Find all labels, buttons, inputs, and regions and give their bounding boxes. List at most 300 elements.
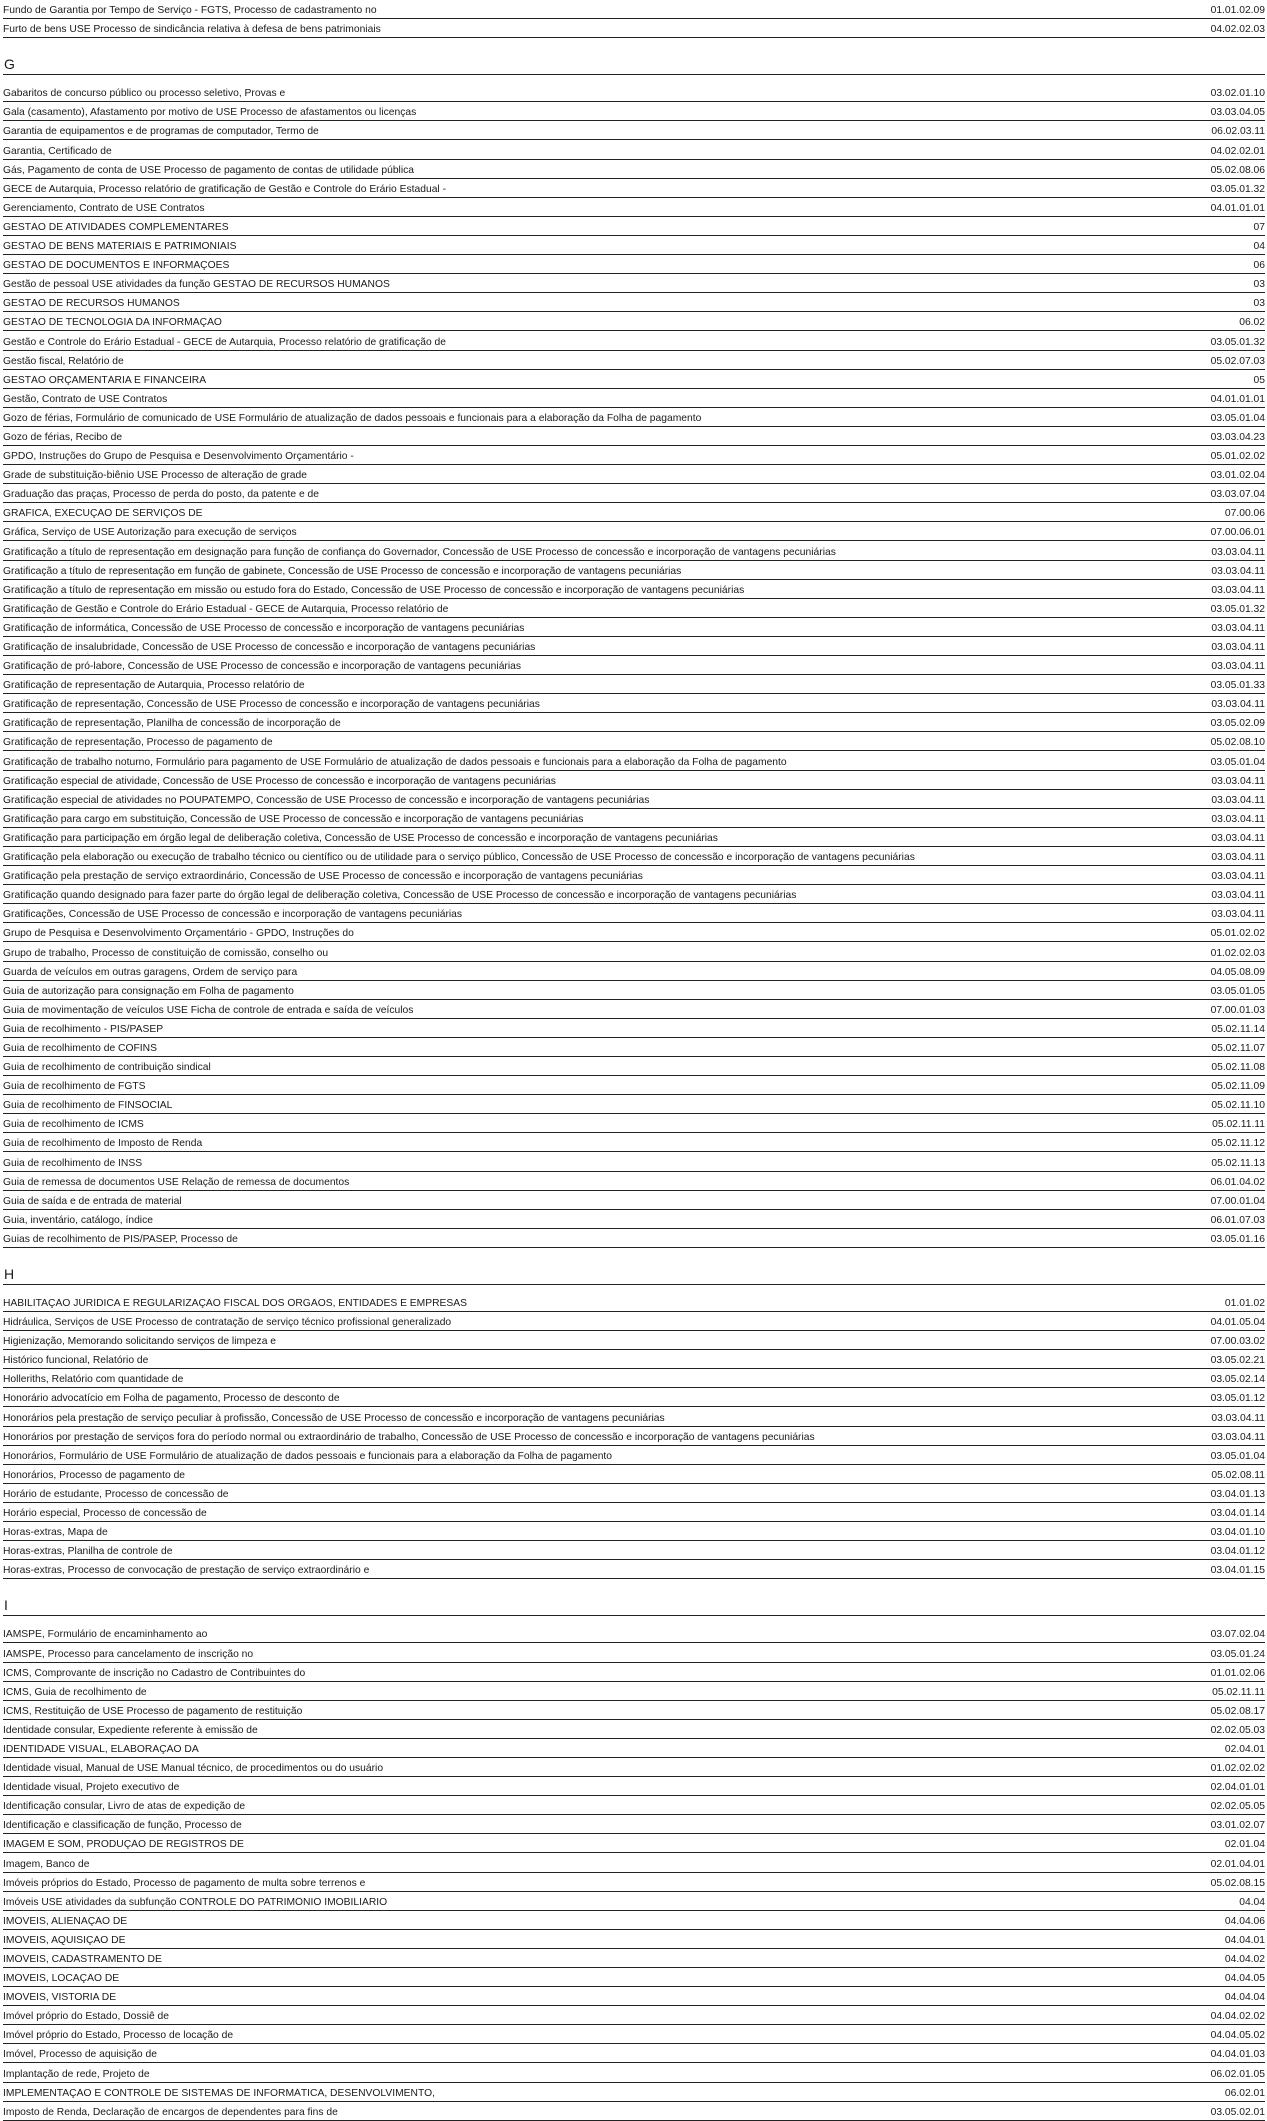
index-row (3, 713, 1265, 732)
entry-code: 03.04.01.14 (1210, 1508, 1265, 1520)
index-row (3, 1152, 1265, 1171)
entry-code: 06.02.01 (1224, 2087, 1265, 2099)
entry-term: Gratificação de informática, Concessão de USE Processo de concessão e incorporação de vantagens pecuniárias (3, 622, 525, 634)
entry-code: 04.04.01 (1224, 1934, 1265, 1946)
index-row (3, 1624, 1265, 1643)
entry-code: 03.03.04.11 (1211, 1412, 1265, 1424)
entry-code: 07.00.03.02 (1210, 1336, 1265, 1348)
entry-code: 03.05.02.21 (1210, 1355, 1265, 1367)
index-row (3, 1133, 1265, 1152)
entry-code: 05.01.02.02 (1210, 451, 1265, 463)
index-row (3, 942, 1265, 961)
index-row (3, 121, 1265, 140)
index-row (3, 1484, 1265, 1503)
entry-term: Guia de recolhimento de INSS (3, 1157, 143, 1169)
entry-term: Gozo de férias, Recibo de (3, 431, 123, 443)
entry-code: 03.03.04.11 (1211, 584, 1265, 596)
entry-term: Gratificação a título de representação em missão ou estudo fora do Estado, Concessão de USE Processo de concessão e incorporação de vantagens pecuniárias (3, 584, 745, 596)
entry-term: Guias de recolhimento de PIS/PASEP, Processo de (3, 1233, 238, 1245)
index-row (3, 904, 1265, 923)
entry-term: GESTÃO ORÇAMENTÁRIA E FINANCEIRA (3, 374, 207, 386)
entry-code: 06.02 (1239, 317, 1265, 329)
entry-code: 03.03.04.11 (1211, 909, 1265, 921)
entry-code: 03.03.04.11 (1211, 546, 1265, 558)
index-row (3, 580, 1265, 599)
entry-term: Grupo de Pesquisa e Desenvolvimento Orçamentário - GPDO, Instruções do (3, 928, 354, 940)
entry-code: 05.01.02.02 (1210, 928, 1265, 940)
entry-term: Horário especial, Processo de concessão de (3, 1508, 207, 1520)
entry-code: 05.02.11.11 (1212, 1119, 1265, 1131)
entry-term: Gestão fiscal, Relatório de (3, 355, 124, 367)
entry-term: Guia de saída e de entrada de material (3, 1195, 182, 1207)
index-row (3, 1076, 1265, 1095)
index-row (3, 1777, 1265, 1796)
entry-code: 05.02.11.07 (1211, 1042, 1265, 1054)
entry-term: ICMS, Comprovante de inscrição no Cadastro de Contribuintes do (3, 1667, 306, 1679)
entry-term: Guia de recolhimento de Imposto de Renda (3, 1138, 203, 1150)
entry-code: 07.00.01.04 (1210, 1195, 1265, 1207)
index-row (3, 0, 1265, 19)
entry-code: 06.01.07.03 (1210, 1214, 1265, 1226)
entry-code: 02.01.04.01 (1210, 1858, 1265, 1870)
entry-code: 02.04.01 (1224, 1743, 1265, 1755)
entry-code: 04.01.01.01 (1210, 393, 1265, 405)
entry-code: 04.04.06 (1224, 1915, 1265, 1927)
index-row (3, 312, 1265, 331)
entry-term: Guia de remessa de documentos USE Relação de remessa de documentos (3, 1176, 350, 1188)
entry-term: Gratificação de representação de Autarquia, Processo relatório de (3, 680, 305, 692)
index-row (3, 1350, 1265, 1369)
entry-code: 05.02.07.03 (1210, 355, 1265, 367)
index-row (3, 694, 1265, 713)
entry-code: 03.04.01.12 (1210, 1546, 1265, 1558)
entry-code: 04.02.02.01 (1210, 145, 1265, 157)
index-row (3, 732, 1265, 751)
index-row (3, 1465, 1265, 1484)
entry-code: 01.02.02.03 (1210, 947, 1265, 959)
entry-term: Guia, inventário, catálogo, índice (3, 1214, 153, 1226)
entry-term: Gozo de férias, Formulário de comunicado de USE Formulário de atualização de dados pessoais e funcionais para a elaboração da Folha de pagamento (3, 412, 702, 424)
entry-term: GRÁFICA, EXECUÇÃO DE SERVIÇOS DE (3, 508, 203, 520)
entry-code: 03.03.04.11 (1211, 622, 1265, 634)
entry-term: Imóvel próprio do Estado, Dossiê de (3, 2011, 169, 2023)
index-row (3, 1114, 1265, 1133)
index-row (3, 599, 1265, 618)
entry-code: 04.05.08.09 (1210, 966, 1265, 978)
entry-code: 06.02.01.05 (1210, 2068, 1265, 2080)
index-row (3, 1930, 1265, 1949)
entry-code: 03.01.02.04 (1210, 470, 1265, 482)
entry-term: GECE de Autarquia, Processo relatório de gratificação de Gestão e Controle do Erário Estadual - (3, 183, 447, 195)
index-row (3, 1834, 1265, 1853)
entry-code: 05.02.11.13 (1211, 1157, 1265, 1169)
index-row (3, 140, 1265, 159)
index-row (3, 484, 1265, 503)
entry-term: Guia de autorização para consignação em Folha de pagamento (3, 985, 294, 997)
index-row (3, 331, 1265, 350)
entry-code: 03.03.04.23 (1210, 431, 1265, 443)
entry-term: GESTÃO DE ATIVIDADES COMPLEMENTARES (3, 221, 229, 233)
entry-code: 03.05.02.01 (1210, 2106, 1265, 2118)
entry-code: 03.05.01.04 (1210, 412, 1265, 424)
entry-code: 03.05.01.04 (1210, 1450, 1265, 1462)
entry-term: Guia de recolhimento de FINSOCIAL (3, 1100, 173, 1112)
section-spacer (3, 75, 1265, 83)
entry-term: Horas-extras, Planilha de controle de (3, 1546, 173, 1558)
index-row (3, 255, 1265, 274)
entry-code: 03.03.04.11 (1211, 1431, 1265, 1443)
index-row (3, 1643, 1265, 1662)
index-row (3, 198, 1265, 217)
entry-code: 07.00.06 (1224, 508, 1265, 520)
index-row (3, 1172, 1265, 1191)
entry-code: 06.02.03.11 (1211, 126, 1265, 138)
entry-term: Horário de estudante, Processo de concessão de (3, 1488, 229, 1500)
entry-term: IMÓVEIS, LOCAÇÃO DE (3, 1973, 120, 1985)
entry-term: Honorários, Processo de pagamento de (3, 1469, 186, 1481)
entry-code: 03.04.01.15 (1210, 1565, 1265, 1577)
index-row (3, 83, 1265, 102)
entry-code: 03.03.04.11 (1211, 642, 1265, 653)
entry-term: Guia de movimentação de veículos USE Ficha de controle de entrada e saída de veículos (3, 1004, 414, 1016)
entry-term: Gabaritos de concurso público ou processo seletivo, Provas e (3, 88, 286, 100)
entry-term: GESTÃO DE RECURSOS HUMANOS (3, 298, 180, 310)
index-row (3, 2083, 1265, 2102)
entry-term: Gratificação de insalubridade, Concessão de USE Processo de concessão e incorporação de vantagens pecuniárias (3, 642, 536, 653)
entry-code: 03.04.01.10 (1210, 1527, 1265, 1539)
entry-term: Identidade visual, Projeto executivo de (3, 1782, 180, 1794)
entry-term: Gala (casamento), Afastamento por motivo de USE Processo de afastamentos ou licenças (3, 107, 417, 119)
index-row (3, 1407, 1265, 1426)
entry-code: 03.03.04.11 (1211, 565, 1265, 577)
entry-code: 04.04.01.03 (1210, 2049, 1265, 2061)
index-row (3, 1815, 1265, 1834)
index-row (3, 427, 1265, 446)
entry-term: Imagem, Banco de (3, 1858, 90, 1870)
entry-code: 04.01.05.04 (1210, 1317, 1265, 1329)
index-row (3, 1057, 1265, 1076)
entry-term: Gratificação a título de representação em função de gabinete, Concessão de USE Processo de concessão e incorporação de vantagens pecuniárias (3, 565, 682, 577)
entry-term: Gratificação especial de atividade, Concessão de USE Processo de concessão e incorporação de vantagens pecuniárias (3, 775, 556, 787)
index-row (3, 1560, 1265, 1579)
entry-code: 04.04.04 (1224, 1992, 1265, 2004)
index-row (3, 465, 1265, 484)
index-row (3, 1541, 1265, 1560)
index-row (3, 790, 1265, 809)
entry-term: Imóveis próprios do Estado, Processo de pagamento de multa sobre terrenos e (3, 1877, 366, 1889)
entry-term: Furto de bens USE Processo de sindicância relativa à defesa de bens patrimoniais (3, 24, 381, 36)
index-row (3, 809, 1265, 828)
index-row (3, 866, 1265, 885)
entry-term: IAMSPE, Processo para cancelamento de inscrição no (3, 1648, 254, 1660)
entry-term: Gráfica, Serviço de USE Autorização para execução de serviços (3, 527, 297, 539)
entry-term: Gratificações, Concessão de USE Processo de concessão e incorporação de vantagens pecuniárias (3, 909, 463, 921)
index-row (3, 1229, 1265, 1248)
entry-term: GESTÃO DE BENS MATERIAIS E PATRIMONIAIS (3, 241, 237, 253)
entry-code: 01.02.02.02 (1210, 1763, 1265, 1775)
entry-term: IMAGEM E SOM, PRODUÇÃO DE REGISTROS DE (3, 1839, 244, 1851)
index-row (3, 217, 1265, 236)
index-row (3, 541, 1265, 560)
entry-term: GESTÃO DE TECNOLOGIA DA INFORMAÇÃO (3, 317, 222, 329)
entry-code: 02.02.05.03 (1210, 1724, 1265, 1736)
index-row (3, 293, 1265, 312)
index-row (3, 408, 1265, 427)
index-row (3, 981, 1265, 1000)
index-row (3, 847, 1265, 866)
entry-code: 03.07.02.04 (1210, 1629, 1265, 1641)
entry-term: IAMSPE, Formulário de encaminhamento ao (3, 1629, 208, 1641)
entry-term: Gratificação para participação em órgão legal de deliberação coletiva, Concessão de USE Processo de concessão e incorporação de vantagens pecuniárias (3, 832, 718, 844)
section-gap (3, 1248, 1265, 1265)
entry-term: Gratificação para cargo em substituição, Concessão de USE Processo de concessão e incorporação de vantagens pecuniárias (3, 813, 584, 825)
index-row (3, 751, 1265, 770)
entry-code: 05.02.11.09 (1211, 1081, 1265, 1093)
index-row (3, 102, 1265, 121)
entry-code: 03.05.02.09 (1210, 718, 1265, 730)
entry-term: Gratificação pela elaboração ou execução de trabalho técnico ou científico ou de utilidade para o serviço público, Concessão de USE Processo de concessão e incorporação de vantagens pecuniárias (3, 852, 915, 864)
entry-code: 05.02.11.11 (1212, 1686, 1265, 1698)
entry-term: Identidade consular, Expediente referente à emissão de (3, 1724, 258, 1736)
entry-code: 01.01.02.06 (1210, 1667, 1265, 1679)
index-row (3, 274, 1265, 293)
index-row (3, 1663, 1265, 1682)
index-row (3, 618, 1265, 637)
entry-code: 03.05.01.32 (1210, 183, 1265, 195)
index-row (3, 1853, 1265, 1872)
entry-code: 04.04.02.02 (1210, 2011, 1265, 2023)
index-row (3, 1293, 1265, 1312)
index-row (3, 2044, 1265, 2063)
index-row (3, 561, 1265, 580)
index-row (3, 370, 1265, 389)
entry-term: Guia de recolhimento - PIS/PASEP (3, 1023, 164, 1035)
section-gap (3, 1579, 1265, 1596)
entry-code: 03.02.01.10 (1210, 88, 1265, 100)
entry-term: Guia de recolhimento de COFINS (3, 1042, 157, 1054)
entry-code: 05 (1253, 374, 1265, 386)
section-spacer (3, 1285, 1265, 1293)
entry-code: 03.05.01.32 (1210, 603, 1265, 615)
entry-code: 03.05.02.14 (1210, 1374, 1265, 1386)
entry-term: Guia de recolhimento de FGTS (3, 1081, 146, 1093)
entry-code: 03.03.07.04 (1210, 489, 1265, 501)
entry-code: 05.02.08.17 (1210, 1705, 1265, 1717)
entry-code: 03.03.04.11 (1211, 794, 1265, 806)
index-row (3, 2006, 1265, 2025)
entry-code: 05.02.08.10 (1210, 737, 1265, 749)
entry-code: 04 (1253, 241, 1265, 253)
index-row (3, 1000, 1265, 1019)
index-row (3, 446, 1265, 465)
index-row (3, 1312, 1265, 1331)
index-row (3, 1720, 1265, 1739)
index-row (3, 1701, 1265, 1720)
entry-term: Gestão de pessoal USE atividades da função GESTÃO DE RECURSOS HUMANOS (3, 279, 390, 291)
entry-term: Imposto de Renda, Declaração de encargos de dependentes para fins de (3, 2106, 338, 2118)
entry-term: GESTÃO DE DOCUMENTOS E INFORMAÇÕES (3, 260, 230, 272)
entry-term: IMÓVEIS, AQUISIÇÃO DE (3, 1934, 126, 1946)
entry-term: Gratificação de representação, Concessão de USE Processo de concessão e incorporação de vantagens pecuniárias (3, 699, 540, 711)
entry-code: 03.03.04.11 (1211, 832, 1265, 844)
index-row (3, 1682, 1265, 1701)
entry-code: 05.02.11.08 (1211, 1062, 1265, 1074)
index-row (3, 828, 1265, 847)
entry-term: Honorários, Formulário de USE Formulário de atualização de dados pessoais e funcionais para a elaboração da Folha de pagamento (3, 1450, 613, 1462)
index-row (3, 637, 1265, 656)
entry-code: 04.04.05.02 (1210, 2030, 1265, 2042)
section-gap (3, 38, 1265, 55)
index-row (3, 1388, 1265, 1407)
entry-term: Imóvel próprio do Estado, Processo de locação de (3, 2030, 234, 2042)
entry-term: Gratificação especial de atividades no POUPATEMPO, Concessão de USE Processo de concessão e incorporação de vantagens pecuniárias (3, 794, 650, 806)
index-row (3, 1019, 1265, 1038)
index-row (3, 160, 1265, 179)
entry-term: Gerenciamento, Contrato de USE Contratos (3, 202, 205, 214)
index-row (3, 503, 1265, 522)
index-row (3, 1522, 1265, 1541)
entry-term: Honorários pela prestação de serviço peculiar à profissão, Concessão de USE Processo de concessão e incorporação de vantagens pecuniárias (3, 1412, 665, 1424)
entry-term: Implantação de rede, Projeto de (3, 2068, 150, 2080)
entry-code: 03 (1253, 298, 1265, 310)
entry-term: Garantia, Certificado de (3, 145, 112, 157)
entry-code: 04.04.02 (1224, 1954, 1265, 1965)
section-letter: G (3, 55, 1265, 75)
entry-term: Gratificação pela prestação de serviço extraordinário, Concessão de USE Processo de concessão e incorporação de vantagens pecuniárias (3, 871, 643, 883)
index-row (3, 656, 1265, 675)
entry-code: 05.02.08.06 (1210, 164, 1265, 176)
index-row (3, 1503, 1265, 1522)
entry-code: 03.03.04.05 (1210, 107, 1265, 119)
entry-term: Guia de recolhimento de ICMS (3, 1119, 144, 1131)
index-row (3, 522, 1265, 541)
index-row (3, 675, 1265, 694)
entry-code: 01.01.02 (1224, 1298, 1265, 1309)
entry-term: Honorários por prestação de serviços fora do período normal ou extraordinário de trabalho, Concessão de USE Processo de concessão e incorporação de vantagens pecuniárias (3, 1431, 815, 1443)
entry-term: Identificação consular, Livro de atas de expedição de (3, 1801, 246, 1813)
entry-code: 05.02.08.15 (1210, 1877, 1265, 1889)
entry-term: IMÓVEIS, VISTORIA DE (3, 1992, 117, 2004)
index-row (3, 1892, 1265, 1911)
entry-code: 03.05.01.33 (1210, 680, 1265, 692)
entry-term: Grupo de trabalho, Processo de constituição de comissão, conselho ou (3, 947, 329, 959)
index-row (3, 2102, 1265, 2121)
entry-code: 03 (1253, 279, 1265, 291)
entry-code: 03.05.01.05 (1210, 985, 1265, 997)
index-row (3, 1968, 1265, 1987)
entry-code: 02.04.01.01 (1210, 1782, 1265, 1794)
index-row (3, 1038, 1265, 1057)
index-row (3, 923, 1265, 942)
entry-term: Grade de substituição-biênio USE Processo de alteração de grade (3, 470, 307, 482)
entry-term: Horas-extras, Mapa de (3, 1527, 108, 1539)
index-row (3, 1369, 1265, 1388)
entry-code: 03.05.01.04 (1210, 756, 1265, 768)
entry-term: Gás, Pagamento de conta de USE Processo de pagamento de contas de utilidade pública (3, 164, 415, 176)
entry-code: 07.00.06.01 (1210, 527, 1265, 539)
entry-code: 03.05.01.16 (1210, 1233, 1265, 1245)
entry-term: Gratificação de trabalho noturno, Formulário para pagamento de USE Formulário de atualização de dados pessoais e funcionais para a elaboração da Folha de pagamento (3, 756, 787, 768)
index-row (3, 2063, 1265, 2082)
entry-code: 07 (1253, 221, 1265, 233)
index-row (3, 236, 1265, 255)
entry-term: ICMS, Guia de recolhimento de (3, 1686, 147, 1698)
index-row (3, 771, 1265, 790)
entry-code: 06.01.04.02 (1210, 1176, 1265, 1188)
entry-term: Gratificação de pró-labore, Concessão de USE Processo de concessão e incorporação de vantagens pecuniárias (3, 661, 522, 673)
entry-term: Gestão, Contrato de USE Contratos (3, 393, 168, 405)
entry-code: 01.01.02.09 (1210, 5, 1265, 17)
entry-code: 03.05.01.12 (1210, 1393, 1265, 1405)
index-row (3, 1446, 1265, 1465)
index-row (3, 1095, 1265, 1114)
entry-term: Imóveis USE atividades da subfunção CONTROLE DO PATRIMÔNIO IMOBILIÁRIO (3, 1896, 388, 1908)
entry-code: 03.05.01.32 (1210, 336, 1265, 348)
entry-code: 04.04 (1239, 1896, 1265, 1908)
index-row (3, 19, 1265, 38)
entry-code: 03.01.02.07 (1210, 1820, 1265, 1832)
entry-term: Identificação e classificação de função, Processo de (3, 1820, 242, 1832)
entry-code: 05.02.11.12 (1211, 1138, 1265, 1150)
entry-code: 04.01.01.01 (1210, 202, 1265, 214)
entry-term: IMÓVEIS, ALIENAÇÃO DE (3, 1915, 128, 1927)
entry-term: IDENTIDADE VISUAL, ELABORAÇÃO DA (3, 1743, 199, 1755)
entry-term: Identidade visual, Manual de USE Manual técnico, de procedimentos ou do usuário (3, 1763, 384, 1775)
entry-code: 03.03.04.11 (1211, 775, 1265, 787)
index-row (3, 1427, 1265, 1446)
entry-code: 04.02.02.03 (1210, 24, 1265, 36)
entry-code: 05.02.11.14 (1211, 1023, 1265, 1035)
entry-code: 04.04.05 (1224, 1973, 1265, 1985)
index-row (3, 1210, 1265, 1229)
entry-code: 03.03.04.11 (1211, 699, 1265, 711)
entry-code: 05.02.08.11 (1211, 1469, 1265, 1481)
entry-term: Gratificação a título de representação em designação para função de confiança do Governador, Concessão de USE Processo de concessão e incorporação de vantagens pecuniárias (3, 546, 836, 558)
index-row (3, 2025, 1265, 2044)
entry-term: Honorário advocatício em Folha de pagamento, Processo de desconto de (3, 1393, 340, 1405)
index-row (3, 1758, 1265, 1777)
entry-code: 03.03.04.11 (1211, 871, 1265, 883)
entry-term: Horas-extras, Processo de convocação de prestação de serviço extraordinário e (3, 1565, 370, 1577)
index-row (3, 1911, 1265, 1930)
entry-code: 06 (1253, 260, 1265, 272)
entry-code: 02.01.04 (1224, 1839, 1265, 1851)
entry-term: IMÓVEIS, CADASTRAMENTO DE (3, 1954, 162, 1965)
entry-code: 02.02.05.05 (1210, 1801, 1265, 1813)
index-row (3, 179, 1265, 198)
entry-term: Garantia de equipamentos e de programas de computador, Termo de (3, 126, 319, 138)
index-row (3, 351, 1265, 370)
index-row (3, 885, 1265, 904)
entry-code: 07.00.01.03 (1210, 1004, 1265, 1016)
section-spacer (3, 1616, 1265, 1624)
index-row (3, 1873, 1265, 1892)
section-letter: I (3, 1596, 1265, 1616)
entry-term: Graduação das praças, Processo de perda do posto, da patente e de (3, 489, 319, 501)
section-letter: H (3, 1265, 1265, 1285)
entry-code: 03.05.01.24 (1210, 1648, 1265, 1660)
index-row (3, 1739, 1265, 1758)
index-row (3, 389, 1265, 408)
entry-term: Holleriths, Relatório com quantidade de (3, 1374, 184, 1386)
entry-term: IMPLEMENTAÇÃO E CONTROLE DE SISTEMAS DE INFORMÁTICA, DESENVOLVIMENTO, (3, 2087, 435, 2099)
entry-term: Fundo de Garantia por Tempo de Serviço - FGTS, Processo de cadastramento no (3, 5, 377, 17)
entry-code: 03.04.01.13 (1210, 1488, 1265, 1500)
index-row (3, 1331, 1265, 1350)
index-row (3, 1987, 1265, 2006)
entry-term: Hidráulica, Serviços de USE Processo de contratação de serviço técnico profissional generalizado (3, 1317, 452, 1329)
index-row (3, 1796, 1265, 1815)
